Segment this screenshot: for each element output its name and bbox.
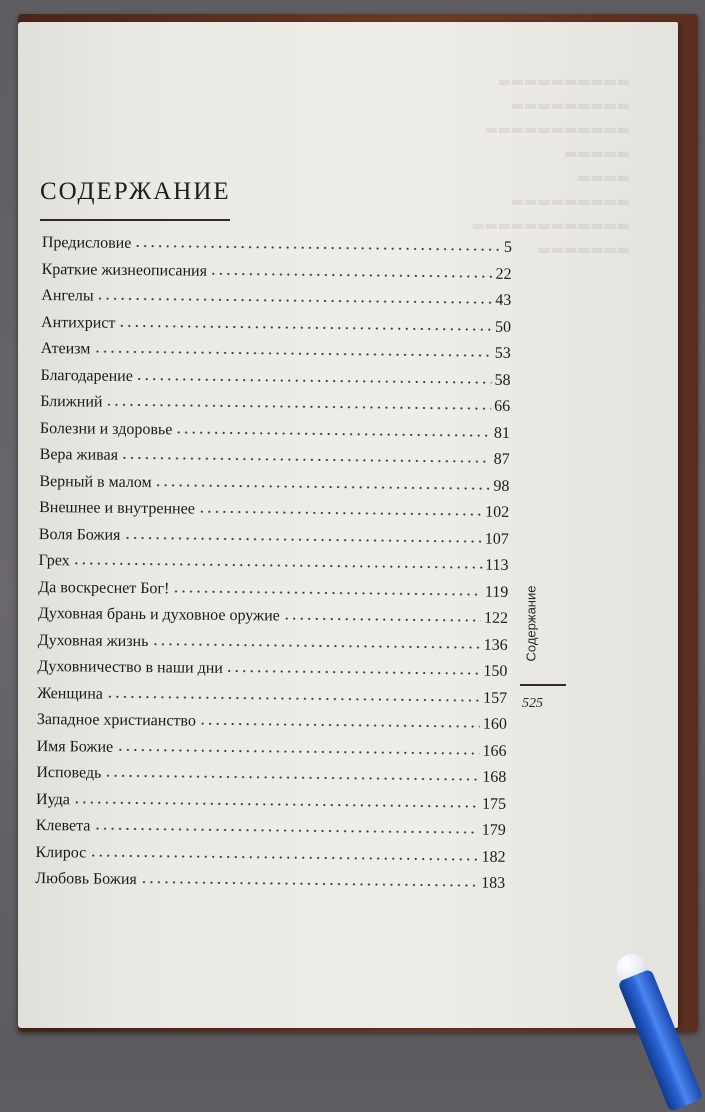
toc-dot-leader bbox=[116, 747, 479, 755]
toc-entry-title: Краткие жизнеописания bbox=[41, 260, 208, 280]
toc-dot-leader bbox=[151, 642, 480, 649]
toc-dot-leader bbox=[121, 456, 491, 464]
toc-entry-page: 81 bbox=[493, 424, 511, 442]
heading-underline bbox=[40, 219, 230, 221]
toc-entry-title: Духовничество в наши дни bbox=[37, 657, 223, 677]
toc-entry-title: Клирос bbox=[35, 843, 87, 861]
toc-entry-title: Духовная жизнь bbox=[37, 631, 149, 650]
toc-entry-page: 43 bbox=[495, 291, 512, 309]
toc-dot-leader bbox=[226, 669, 481, 676]
toc-entry-title: Антихрист bbox=[40, 313, 116, 332]
toc-entry-page: 119 bbox=[484, 583, 509, 601]
toc-entry-page: 98 bbox=[493, 477, 510, 495]
toc-dot-leader bbox=[105, 403, 491, 411]
show-through-text: ▬▬▬▬▬▬▬▬▬▬ ▬▬▬▬▬▬▬▬▬ ▬▬▬▬▬▬▬▬▬▬▬ ▬▬▬▬▬ ▬▬▬▬ ▬▬▬▬▬▬▬▬▬ ▬▬▬▬▬▬▬▬▬▬▬▬ ▬▬▬▬▬▬▬ bbox=[471, 74, 630, 258]
toc-entry-title: Ангелы bbox=[41, 286, 94, 305]
toc-dot-leader bbox=[97, 297, 493, 305]
table-of-contents bbox=[35, 234, 512, 901]
toc-dot-leader bbox=[175, 430, 491, 437]
toc-dot-leader bbox=[123, 535, 481, 543]
toc-entry-page: 66 bbox=[494, 397, 511, 415]
toc-entry-title: Верный в малом bbox=[39, 472, 152, 491]
toc-dot-leader bbox=[140, 880, 478, 888]
toc-dot-leader bbox=[199, 722, 480, 729]
toc-entry-title: Любовь Божия bbox=[35, 869, 137, 889]
toc-entry-title: Воля Божия bbox=[38, 525, 121, 544]
toc-entry-page: 166 bbox=[482, 742, 507, 760]
toc-entry-title: Исповедь bbox=[36, 763, 102, 782]
toc-dot-leader bbox=[106, 694, 480, 702]
toc-entry-page: 5 bbox=[503, 238, 512, 256]
toc-entry-title: Предисловие bbox=[41, 234, 132, 252]
toc-entry-title: Иуда bbox=[35, 790, 70, 808]
toc-entry-title: Клевета bbox=[35, 816, 91, 835]
toc-dot-leader bbox=[134, 244, 501, 252]
toc-entry-title: Вера живая bbox=[39, 445, 119, 464]
toc-entry-page: 160 bbox=[482, 715, 507, 733]
running-head-text: Содержание bbox=[523, 585, 539, 661]
toc-dot-leader bbox=[73, 800, 479, 808]
toc-entry-page: 58 bbox=[494, 371, 511, 389]
toc-entry-title: Западное христианство bbox=[36, 710, 196, 730]
toc-dot-leader bbox=[118, 323, 492, 331]
toc-dot-leader bbox=[93, 350, 491, 358]
toc-dot-leader bbox=[198, 510, 482, 517]
toc-entry-page: 87 bbox=[493, 450, 510, 468]
toc-entry-page: 22 bbox=[495, 265, 512, 283]
toc-entry-title: Да воскреснет Бог! bbox=[38, 578, 170, 597]
page-number: 525 bbox=[522, 696, 543, 711]
toc-entry-title: Атеизм bbox=[40, 339, 91, 358]
toc-entry-page: 168 bbox=[482, 768, 507, 786]
toc-entry-title: Имя Божие bbox=[36, 737, 114, 756]
toc-dot-leader bbox=[210, 271, 493, 278]
toc-entry-title: Грех bbox=[38, 551, 70, 570]
toc-dot-leader bbox=[93, 827, 478, 835]
running-head bbox=[516, 568, 546, 678]
toc-entry-title: Благодарение bbox=[40, 366, 133, 385]
toc-entry-page: 157 bbox=[483, 689, 508, 707]
running-head-rule bbox=[520, 684, 566, 686]
toc-entry-page: 113 bbox=[485, 556, 509, 574]
toc-dot-leader bbox=[155, 483, 491, 491]
toc-entry-page: 183 bbox=[481, 874, 506, 892]
toc-dot-leader bbox=[73, 561, 482, 569]
toc-dot-leader bbox=[104, 774, 479, 782]
contents-heading: СОДЕРЖАНИЕ bbox=[40, 178, 231, 205]
toc-entry-page: 53 bbox=[494, 344, 511, 362]
toc-entry-title: Внешнее и внутреннее bbox=[39, 498, 195, 518]
toc-dot-leader bbox=[89, 853, 478, 861]
toc-entry-page: 122 bbox=[483, 609, 509, 627]
toc-entry-title: Женщина bbox=[37, 684, 104, 703]
toc-dot-leader bbox=[172, 589, 482, 596]
toc-dot-leader bbox=[136, 376, 492, 384]
toc-entry-page: 175 bbox=[481, 795, 507, 813]
toc-entry-page: 50 bbox=[494, 318, 512, 336]
toc-dot-leader bbox=[283, 617, 481, 623]
toc-entry-page: 150 bbox=[483, 662, 508, 680]
toc-entry-page: 107 bbox=[484, 530, 509, 548]
toc-entry-title: Ближний bbox=[40, 392, 103, 411]
toc-entry-page: 182 bbox=[481, 848, 506, 866]
toc-entry-page: 179 bbox=[481, 821, 506, 839]
toc-entry-page: 136 bbox=[483, 636, 508, 654]
toc-entry-page: 102 bbox=[485, 503, 510, 521]
toc-entry-title: Духовная брань и духовное оружие bbox=[37, 604, 280, 625]
toc-entry bbox=[35, 870, 505, 901]
toc-entry-title: Болезни и здоровье bbox=[39, 419, 173, 438]
